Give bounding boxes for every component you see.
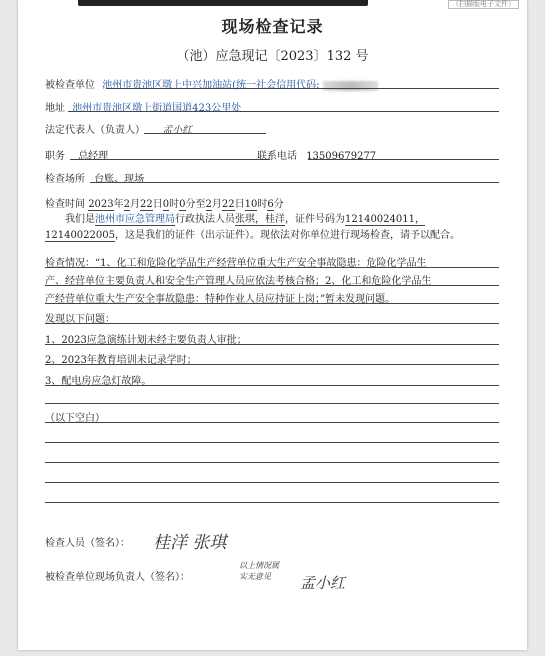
check-line-2: 产、经营单位主要负责人和安全生产管理人员应依法考核合格；2、化工和危险化学品生 — [45, 276, 432, 287]
rule-5 — [45, 344, 499, 345]
hour-char-2: 时 — [257, 199, 268, 210]
minute-to-char: 分至 — [185, 199, 206, 210]
phone-value: 13509679277 — [306, 151, 377, 162]
redacted-code — [323, 81, 378, 91]
day-char-2: 日 — [234, 199, 245, 210]
site-value: 台账、现场 — [94, 174, 145, 185]
start-month: 2 — [123, 199, 131, 210]
day-char: 日 — [152, 199, 163, 210]
rep-signature: 孟小红 — [300, 574, 346, 592]
cropped-header-bar — [78, 0, 368, 6]
month-char: 月 — [130, 199, 141, 210]
end-hour: 10 — [244, 199, 258, 210]
inspector-sign-label: 检查人员（签名）： — [45, 538, 130, 549]
document-number: （池）应急现记〔2023〕132 号 — [176, 49, 369, 64]
intro-text-b: 行政执法人员 — [175, 214, 235, 225]
legal-rep-value: 孟小红 — [162, 125, 193, 136]
intro-text-d: ，这是我们的证件（出示证件）。现依法对你单位进行现场检查，请予以配合。 — [115, 230, 460, 241]
position-value: 总经理 — [78, 151, 109, 162]
address-label: 地址 — [45, 103, 65, 114]
end-day: 22 — [221, 199, 235, 210]
rule-2 — [45, 285, 499, 286]
intro-names: 张琪，桂洋 — [235, 214, 285, 225]
rule-13 — [45, 502, 499, 503]
legal-rep-label: 法定代表人（负责人） — [45, 125, 145, 136]
found-issues-heading: 发现以下问题： — [45, 314, 115, 325]
rule-9 — [45, 422, 499, 423]
blank-note: （以下空白） — [45, 413, 105, 424]
time-row — [45, 195, 284, 210]
phone-label: 联系电话 — [257, 151, 297, 162]
site-underline — [90, 182, 499, 183]
rule-7 — [45, 385, 499, 386]
rule-1 — [45, 267, 499, 268]
site-label: 检查场所 — [45, 174, 85, 185]
rule-6 — [45, 364, 499, 365]
rep-note: 以上情况属实无意见 — [239, 561, 279, 581]
start-day: 22 — [140, 199, 153, 210]
start-year: 2023 — [88, 199, 114, 210]
unit-label: 被检查单位 — [45, 80, 95, 91]
issue-3: 3、配电房应急灯故障。 — [45, 376, 152, 387]
end-month: 2 — [205, 199, 212, 210]
end-minute: 6 — [267, 199, 274, 210]
issue-2: 2、2023年教育培训未记录学时； — [45, 355, 197, 366]
start-hour: 0 — [162, 199, 170, 210]
intro-paragraph — [45, 212, 497, 244]
hour-char: 时 — [169, 199, 180, 210]
rule-4 — [45, 323, 499, 324]
minute-char-2: 分 — [273, 199, 284, 210]
unit-underline — [106, 88, 499, 89]
rule-12 — [45, 482, 499, 483]
intro-ids: 12140024011，12140022005 — [45, 214, 425, 241]
legal-rep-underline — [144, 133, 266, 134]
rule-10 — [45, 442, 499, 443]
rule-11 — [45, 462, 499, 463]
inspector-signature: 桂洋 张琪 — [153, 533, 227, 553]
document-page — [18, 0, 527, 650]
time-label: 检查时间 — [45, 199, 85, 210]
intro-text-c: ，证件号码为 — [285, 214, 345, 225]
phone-underline — [308, 159, 499, 160]
address-value: 池州市贵池区墩上街道国道423公里处 — [72, 103, 242, 114]
rule-3 — [45, 303, 499, 304]
address-underline — [68, 111, 499, 112]
check-line-1: 检查情况：“1、化工和危险化学品生产经营单位重大生产安全事故隐患：危险化学品生 — [45, 258, 427, 269]
year-char: 年 — [113, 199, 124, 210]
intro-text-a: 我们是 — [65, 214, 95, 225]
rule-8 — [45, 403, 499, 404]
start-minute: 0 — [179, 199, 186, 210]
intro-org: 池州市应急管理局 — [95, 214, 175, 225]
document-title: 现场检查记录 — [221, 17, 324, 36]
rep-sign-label: 被检查单位现场负责人（签名）： — [45, 572, 190, 583]
month-char-2: 月 — [211, 199, 222, 210]
position-underline — [70, 159, 270, 160]
position-label: 职务 — [45, 151, 65, 162]
unit-value: 池州市贵池区墩上中兴加油站(统一社会信用代码: — [102, 80, 320, 91]
issue-1: 1、2023应急演练计划未经主要负责人审批； — [45, 335, 247, 346]
check-line-3: 产经营单位重大生产安全事故隐患：特种作业人员应持证上岗；”暂未发现问题。 — [45, 294, 396, 305]
corner-note: （扫描版电子文件） — [448, 0, 519, 9]
